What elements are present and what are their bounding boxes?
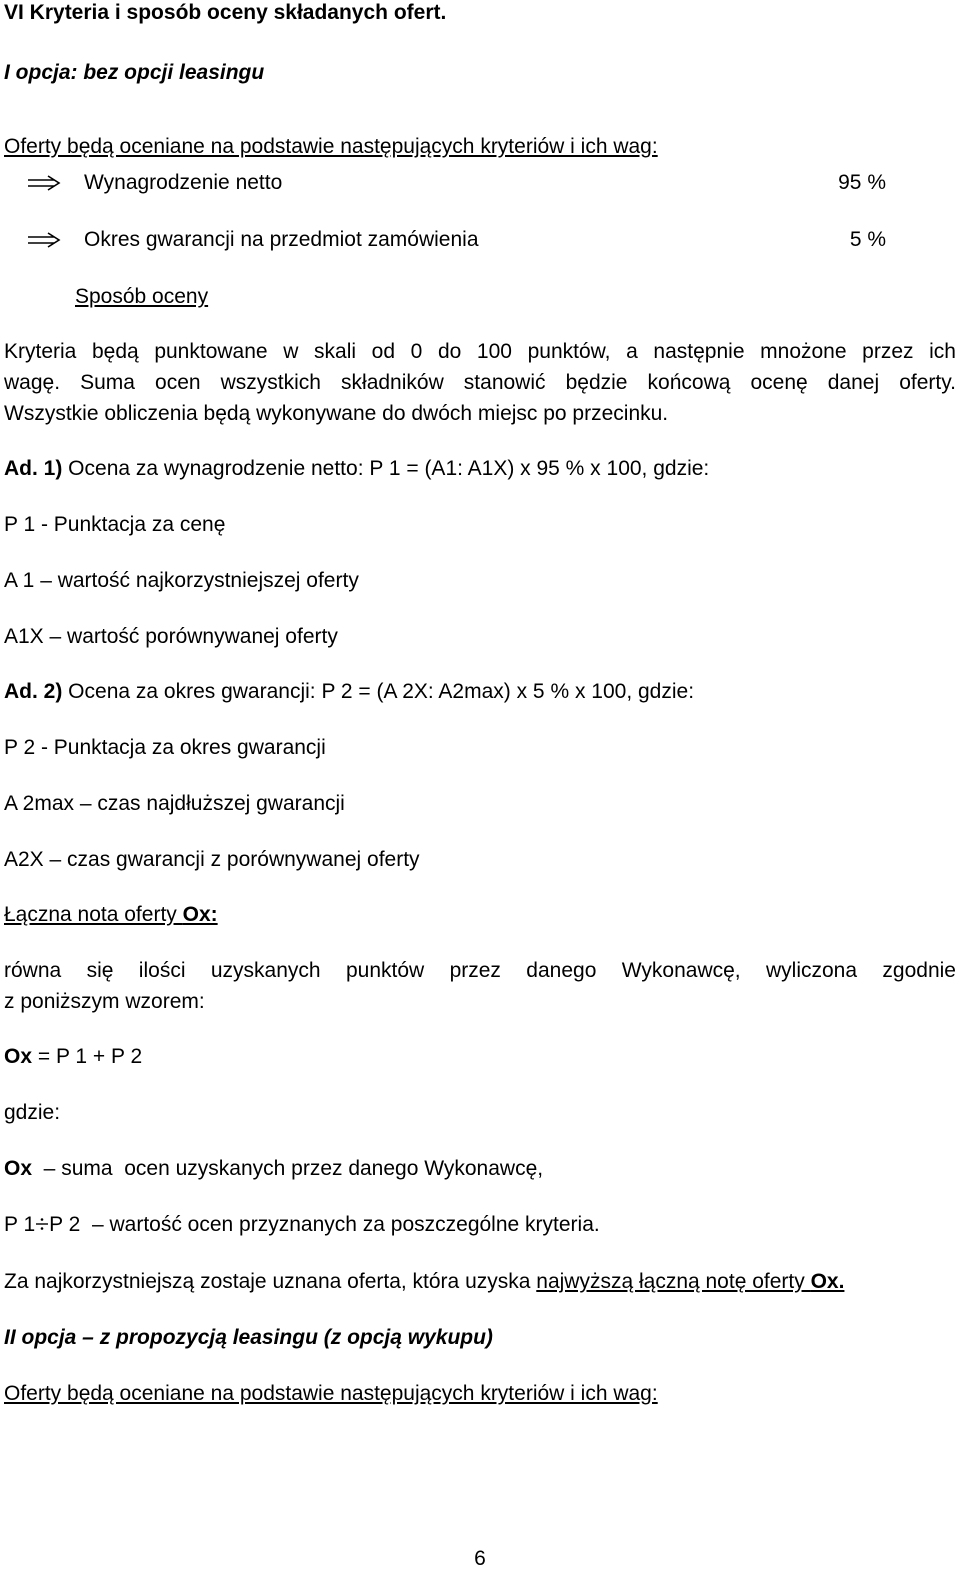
total-heading-ox: Ox: [182,903,218,926]
def-ox-text: – suma ocen uzyskanych przez danego Wykonawcę, [32,1157,544,1180]
method-line: Wszystkie obliczenia będą wykonywane do dwóch miejsc po przecinku. [4,402,669,425]
total-def [4,1156,543,1182]
ad1-prefix: Ad. 1) [4,457,63,480]
ad2-text: Ocena za okres gwarancji: P 2 = (A 2X: A2max) x 5 % x 100, gdzie: [62,680,695,703]
criterion-weight: 5 % [849,228,886,251]
total-formula [4,1044,142,1070]
ad1-def: A 1 – wartość najkorzystniejszej oferty [4,569,359,592]
option1-title: I opcja: bez opcji leasingu [4,61,265,84]
total-heading [4,902,218,928]
ad2-prefix: Ad. 2) [4,680,63,703]
def-p2-text: P 2 – wartość ocen przyznanych za poszczególne kryteria. [49,1213,600,1236]
total-desc-line: z poniższym wzorem: [4,990,205,1013]
ad2-def: A2X – czas gwarancji z porównywanej oferty [4,848,420,871]
formula-ox: Ox [4,1045,33,1068]
criteria-intro-2: Oferty będą oceniane na podstawie następujących kryteriów i ich wag: [4,1382,658,1405]
option2-title: II opcja – z propozycją leasingu (z opcją wykupu) [4,1326,493,1349]
page-number: 6 [474,1547,486,1570]
ad1-def: A1X – wartość porównywanej oferty [4,625,338,648]
ad2-def: A 2max – czas najdłuższej gwarancji [4,792,345,815]
final-sentence [4,1269,844,1295]
ad1-formula [4,456,709,482]
criterion-label: Wynagrodzenie netto [84,171,283,194]
method-line: wagę. Suma ocen wszystkich składników stanowić będzie końcową ocenę danej oferty. [4,371,956,394]
def-ox: Ox [4,1157,33,1180]
total-def [4,1212,600,1238]
final-text: Za najkorzystniejszą zostaje uznana oferta, która uzyska [4,1270,537,1293]
ad2-def: P 2 - Punktacja za okres gwarancji [4,736,326,759]
formula-rhs: = P 1 + P 2 [32,1045,143,1068]
double-arrow-icon [26,232,62,248]
final-underlined: najwyższą łączną notę oferty [536,1270,811,1293]
ad2-formula [4,679,694,705]
where-label: gdzie: [4,1101,61,1124]
criterion-row [26,227,886,253]
section-title: VI Kryteria i sposób oceny składanych ofert. [4,1,447,24]
ad1-text: Ocena za wynagrodzenie netto: P 1 = (A1: A1X) x 95 % x 100, gdzie: [62,457,710,480]
double-arrow-icon [26,175,62,191]
division-icon [35,1212,49,1238]
final-ox: Ox. [810,1270,845,1293]
ad1-def: P 1 - Punktacja za cenę [4,513,226,536]
def-p1: P 1 [4,1213,36,1236]
criterion-row [26,170,886,196]
total-desc-line: równa się ilości uzyskanych punktów przez danego Wykonawcę, wyliczona zgodnie [4,959,956,982]
total-heading-text: Łączna nota oferty [4,903,183,926]
criterion-label: Okres gwarancji na przedmiot zamówienia [84,228,479,251]
criteria-intro: Oferty będą oceniane na podstawie następujących kryteriów i ich wag: [4,135,658,158]
method-line: Kryteria będą punktowane w skali od 0 do 100 punktów, a następnie mnożone przez ich [4,340,956,363]
criterion-weight: 95 % [838,171,886,194]
method-heading: Sposób oceny [75,285,209,308]
